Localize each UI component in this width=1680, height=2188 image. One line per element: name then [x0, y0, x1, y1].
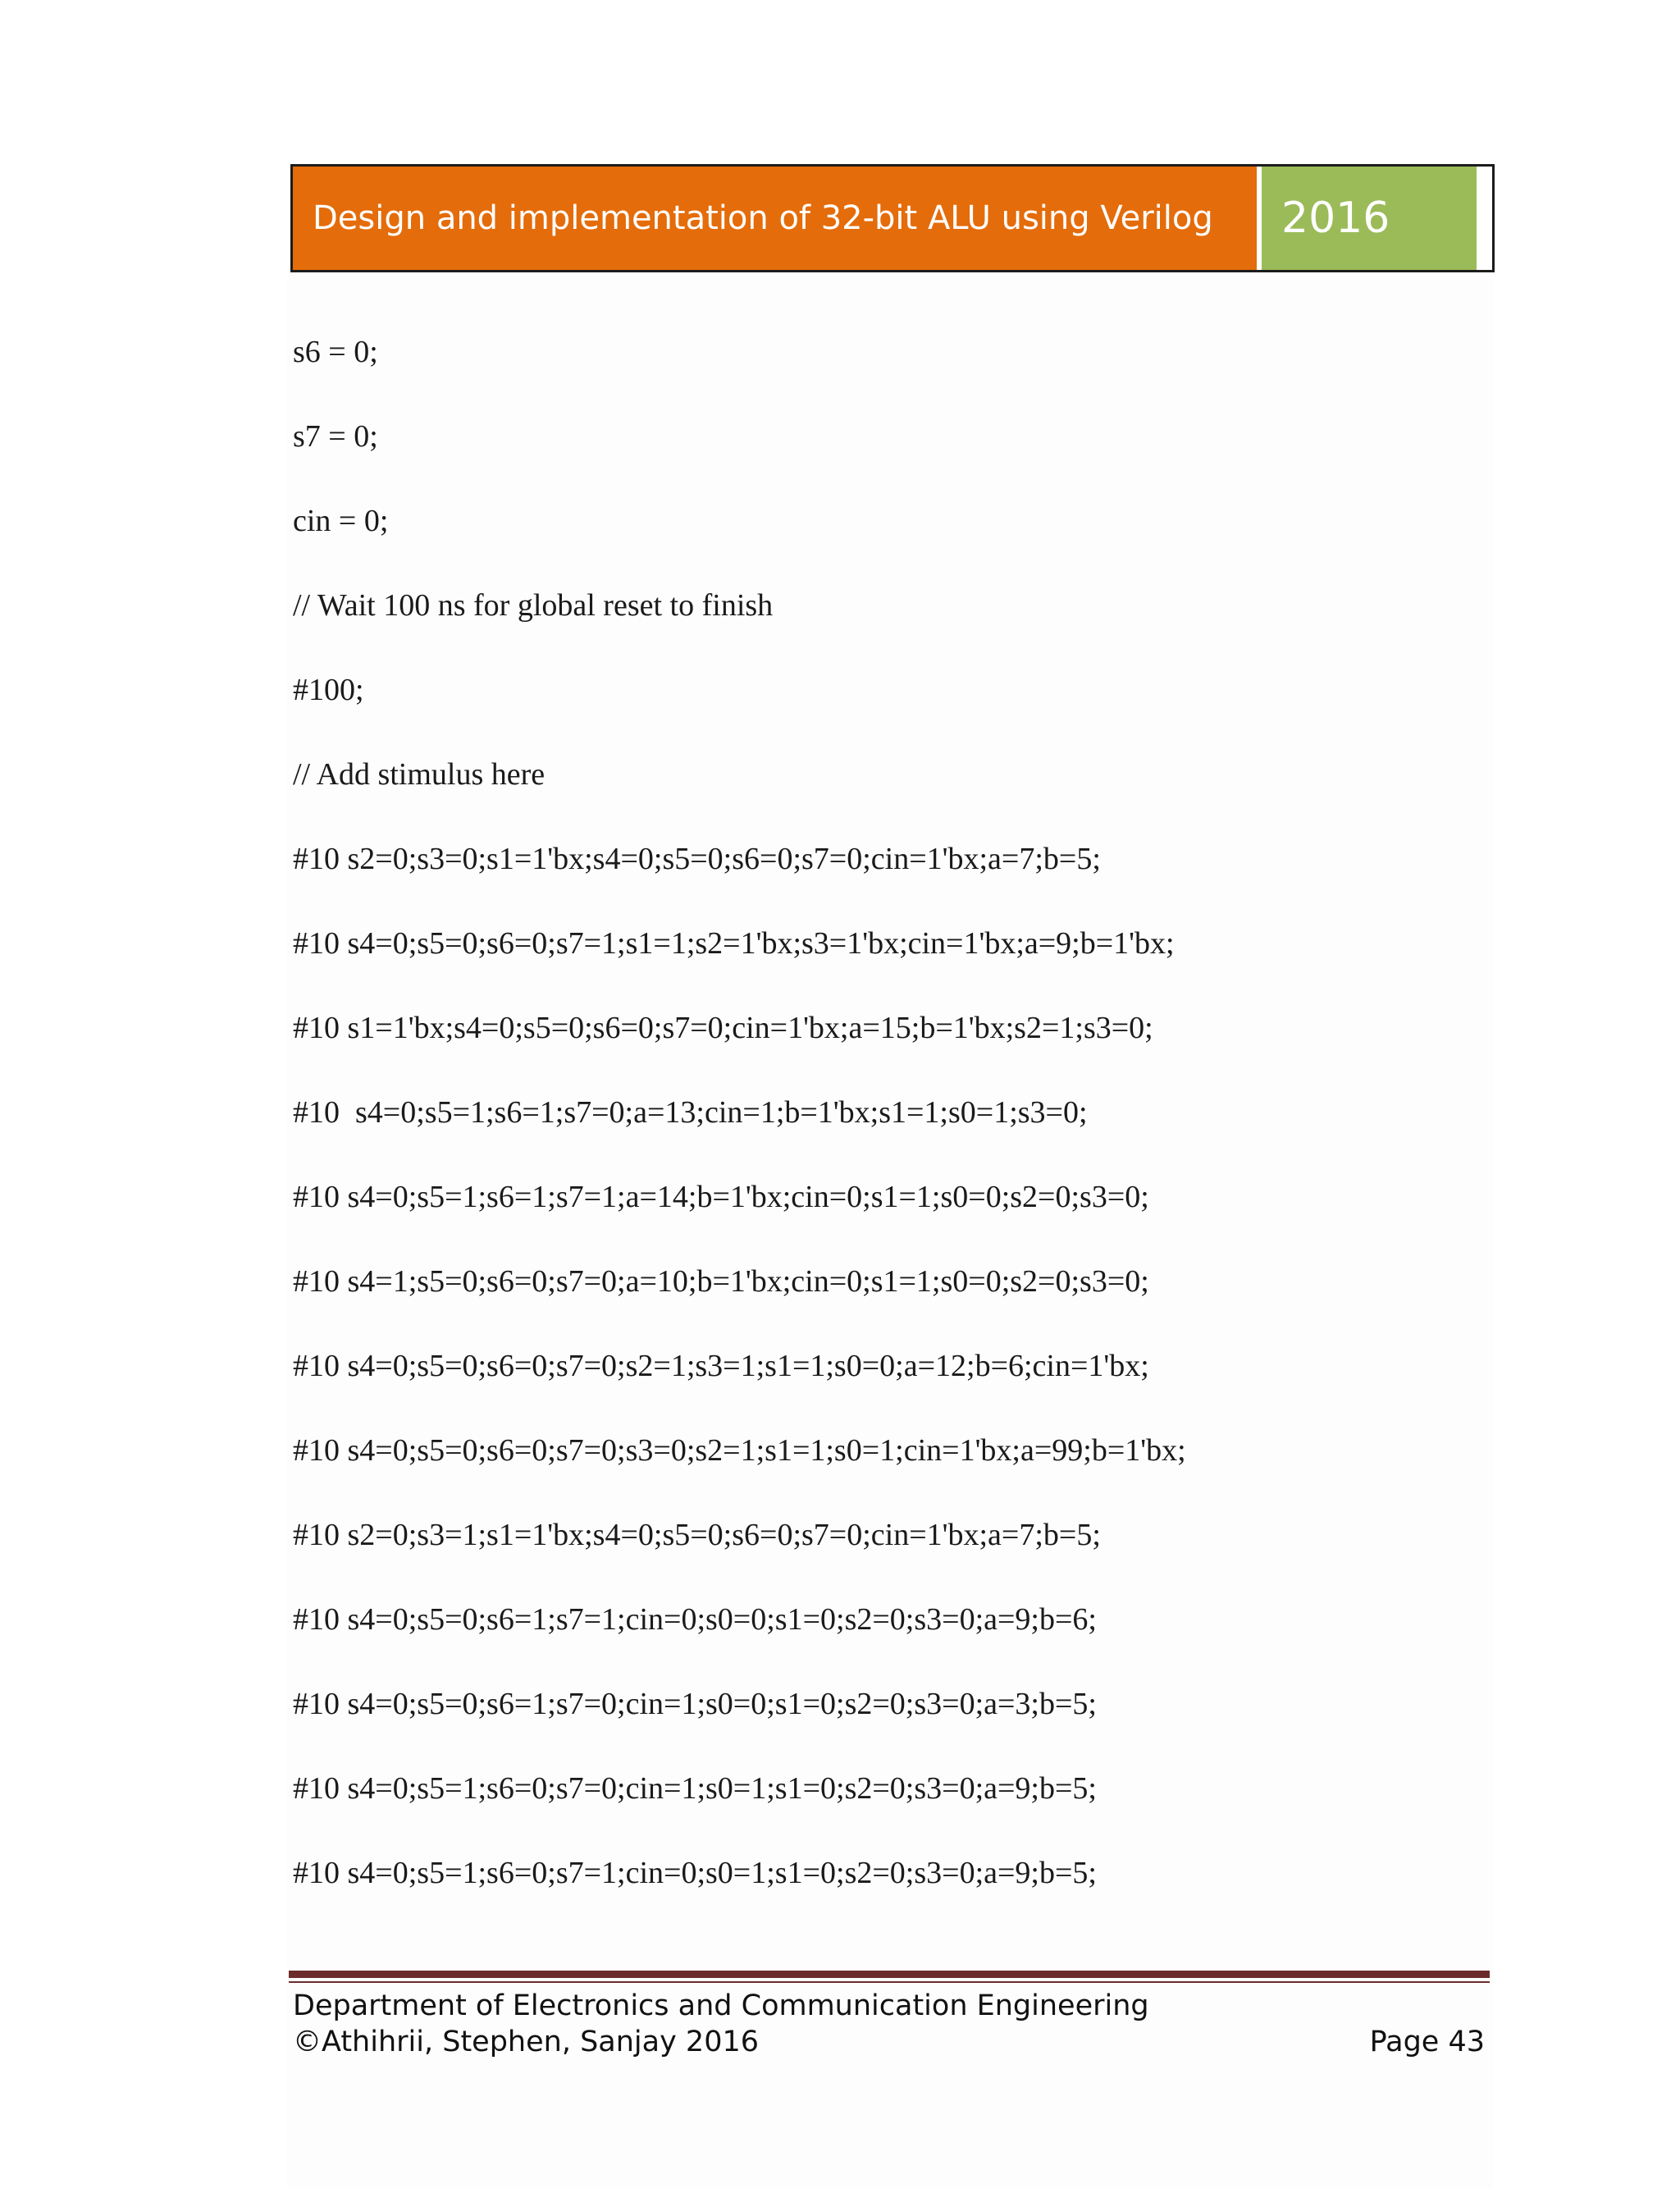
code-line: #10 s4=0;s5=0;s6=1;s7=1;cin=0;s0=0;s1=0;s2=0;s3=0;a=9;b=6;: [293, 1602, 1097, 1637]
code-line: #10 s4=0;s5=1;s6=0;s7=0;cin=1;s0=1;s1=0;s2=0;s3=0;a=9;b=5;: [293, 1771, 1097, 1806]
code-line: #10 s4=0;s5=0;s6=0;s7=0;s3=0;s2=1;s1=1;s0=1;cin=1'bx;a=99;b=1'bx;: [293, 1433, 1186, 1468]
code-line: #10 s4=1;s5=0;s6=0;s7=0;a=10;b=1'bx;cin=0;s1=1;s0=0;s2=0;s3=0;: [293, 1264, 1149, 1299]
code-comment-line: // Wait 100 ns for global reset to finish: [293, 588, 774, 623]
code-line: s7 = 0;: [293, 419, 378, 454]
code-line: #10 s2=0;s3=1;s1=1'bx;s4=0;s5=0;s6=0;s7=0;cin=1'bx;a=7;b=5;: [293, 1518, 1101, 1552]
footer-copyright: ©Athihrii, Stephen, Sanjay 2016: [293, 2026, 759, 2058]
code-line: #10 s2=0;s3=0;s1=1'bx;s4=0;s5=0;s6=0;s7=0;cin=1'bx;a=7;b=5;: [293, 842, 1101, 876]
code-comment-line: // Add stimulus here: [293, 757, 546, 792]
code-line: s6 = 0;: [293, 335, 378, 369]
header-year: 2016: [1262, 167, 1477, 270]
code-line: #10 s4=0;s5=0;s6=1;s7=0;cin=1;s0=0;s1=0;s2=0;s3=0;a=3;b=5;: [293, 1687, 1097, 1721]
footer-divider-thick: [289, 1971, 1490, 1978]
code-line: #100;: [293, 673, 364, 707]
footer-divider-thin: [289, 1981, 1490, 1983]
code-line: cin = 0;: [293, 504, 389, 538]
code-line: #10 s4=0;s5=0;s6=0;s7=1;s1=1;s2=1'bx;s3=1'bx;cin=1'bx;a=9;b=1'bx;: [293, 926, 1175, 961]
code-line: #10 s1=1'bx;s4=0;s5=0;s6=0;s7=0;cin=1'bx;a=15;b=1'bx;s2=1;s3=0;: [293, 1011, 1153, 1045]
header-title: Design and implementation of 32-bit ALU using Verilog: [293, 167, 1257, 270]
footer-page-number: Page 43: [1369, 2026, 1485, 2058]
page-header: [290, 164, 1495, 272]
code-line: #10 s4=0;s5=0;s6=0;s7=0;s2=1;s3=1;s1=1;s0=0;a=12;b=6;cin=1'bx;: [293, 1349, 1149, 1383]
code-line: #10 s4=0;s5=1;s6=1;s7=0;a=13;cin=1;b=1'bx;s1=1;s0=1;s3=0;: [293, 1095, 1088, 1130]
footer-department: Department of Electronics and Communication Engineering: [293, 1989, 1149, 2022]
code-line: #10 s4=0;s5=1;s6=1;s7=1;a=14;b=1'bx;cin=0;s1=1;s0=0;s2=0;s3=0;: [293, 1180, 1149, 1214]
code-line: #10 s4=0;s5=1;s6=0;s7=1;cin=0;s0=1;s1=0;s2=0;s3=0;a=9;b=5;: [293, 1856, 1097, 1890]
verilog-code-listing: [293, 327, 1491, 1933]
